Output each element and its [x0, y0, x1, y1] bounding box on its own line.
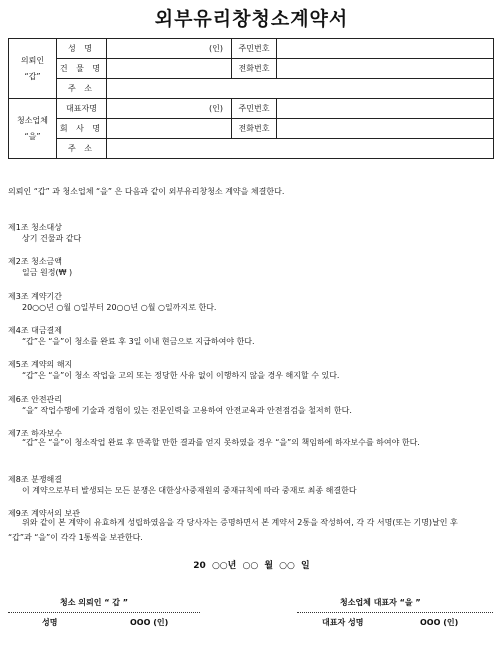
section-4-title: 제4조 대금결제 — [8, 326, 63, 335]
intro-text: 의뢰인 “갑” 과 청소업체 “을” 은 다음과 같이 외부유리창청소 계약을 체결한다. — [8, 187, 285, 196]
client-phone-field[interactable] — [277, 59, 494, 79]
client-building-field[interactable] — [107, 59, 232, 79]
section-8-title: 제8조 분쟁해결 — [8, 475, 63, 484]
section-6-body: “을” 작업수행에 기술과 경험이 있는 전문인력을 고용하여 안전교육과 안전점검을 철저히 한다. — [22, 406, 352, 415]
section-8-body: 이 계약으로부터 발생되는 모든 분쟁은 대한상사중재원의 중재규칙에 따라 중재로 최종 해결한다 — [22, 486, 357, 495]
section-7-body: “갑”은 “을”이 청소작업 완료 후 만족할 만한 결과를 얻지 못하였을 경우 “을”의 책임하에 하자보수를 하여야 한다. — [22, 438, 420, 447]
company-address-label: 주 소 — [57, 139, 107, 159]
client-party-cell — [9, 39, 57, 99]
client-signature-divider — [8, 612, 200, 613]
party-info-table — [8, 38, 494, 159]
company-party-cell — [9, 99, 57, 159]
section-7-title: 제7조 하자보수 — [8, 429, 63, 438]
section-3-body: 20○○년 ○월 ○일부터 20○○년 ○월 ○일까지로 한다. — [22, 303, 217, 312]
company-address-field[interactable] — [107, 139, 494, 159]
company-signature-divider — [297, 612, 493, 613]
document-title: 외부유리창청소계약서 — [154, 8, 349, 30]
section-9-title: 제9조 계약서의 보관 — [8, 509, 80, 518]
company-label: 청소업체 — [17, 116, 48, 126]
company-rep-label: 대표자명 — [57, 99, 107, 119]
client-signature-heading: 청소 의뢰인 “ 갑 ” — [60, 598, 129, 607]
client-name-sign-value: OOO (인) — [130, 618, 169, 627]
client-id-label: 주민번호 — [232, 39, 277, 59]
company-id-label: 주민번호 — [232, 99, 277, 119]
company-rep-sign-value: OOO (인) — [420, 618, 459, 627]
company-rep-field[interactable]: (인) — [107, 99, 232, 119]
company-id-field[interactable] — [277, 99, 494, 119]
section-3-title: 제3조 계약기간 — [8, 292, 63, 301]
section-5-body: “갑”은 “을”이 청소 작업을 고의 또는 정당한 사유 없이 이행하지 않을 경우 해지할 수 있다. — [22, 371, 340, 380]
section-2-body: 일금 원정(₩ ) — [22, 268, 73, 277]
section-1-body: 상기 건물과 같다 — [22, 234, 82, 243]
contract-date: 20 ○○년 ○○ 월 ○○ 일 — [193, 561, 310, 571]
company-name-field[interactable] — [107, 119, 232, 139]
company-designation: “을” — [24, 131, 41, 141]
company-rep-sign-label: 대표자 성명 — [322, 618, 364, 627]
company-phone-label: 전화번호 — [232, 119, 277, 139]
section-2-title: 제2조 청소금액 — [8, 257, 63, 266]
client-id-field[interactable] — [277, 39, 494, 59]
client-name-label: 성 명 — [57, 39, 107, 59]
client-phone-label: 전화번호 — [232, 59, 277, 79]
client-address-field[interactable] — [107, 79, 494, 99]
client-building-label: 건 물 명 — [57, 59, 107, 79]
section-9-body: 위와 같이 본 계약이 유효하게 성립하였음을 각 당사자는 증명하면서 본 계약서 2통을 작성하여, 각 각 서명(또는 기명)날인 후 “갑”과 “을”이 각각 1통씩을 보관한다. — [8, 518, 458, 542]
client-name-sign-label: 성명 — [42, 618, 58, 627]
client-designation: “갑” — [24, 71, 41, 81]
section-4-body: “갑”은 “을”이 청소를 완료 후 3일 이내 현금으로 지급하여야 한다. — [22, 337, 255, 346]
company-phone-field[interactable] — [277, 119, 494, 139]
section-5-title: 제5조 계약의 해지 — [8, 360, 73, 369]
client-name-field[interactable]: (인) — [107, 39, 232, 59]
section-1-title: 제1조 청소대상 — [8, 223, 63, 232]
client-address-label: 주 소 — [57, 79, 107, 99]
company-signature-heading: 청소업체 대표자 “을 ” — [340, 598, 421, 607]
section-6-title: 제6조 안전관리 — [8, 395, 63, 404]
company-name-label: 회 사 명 — [57, 119, 107, 139]
client-label: 의뢰인 — [20, 56, 45, 66]
